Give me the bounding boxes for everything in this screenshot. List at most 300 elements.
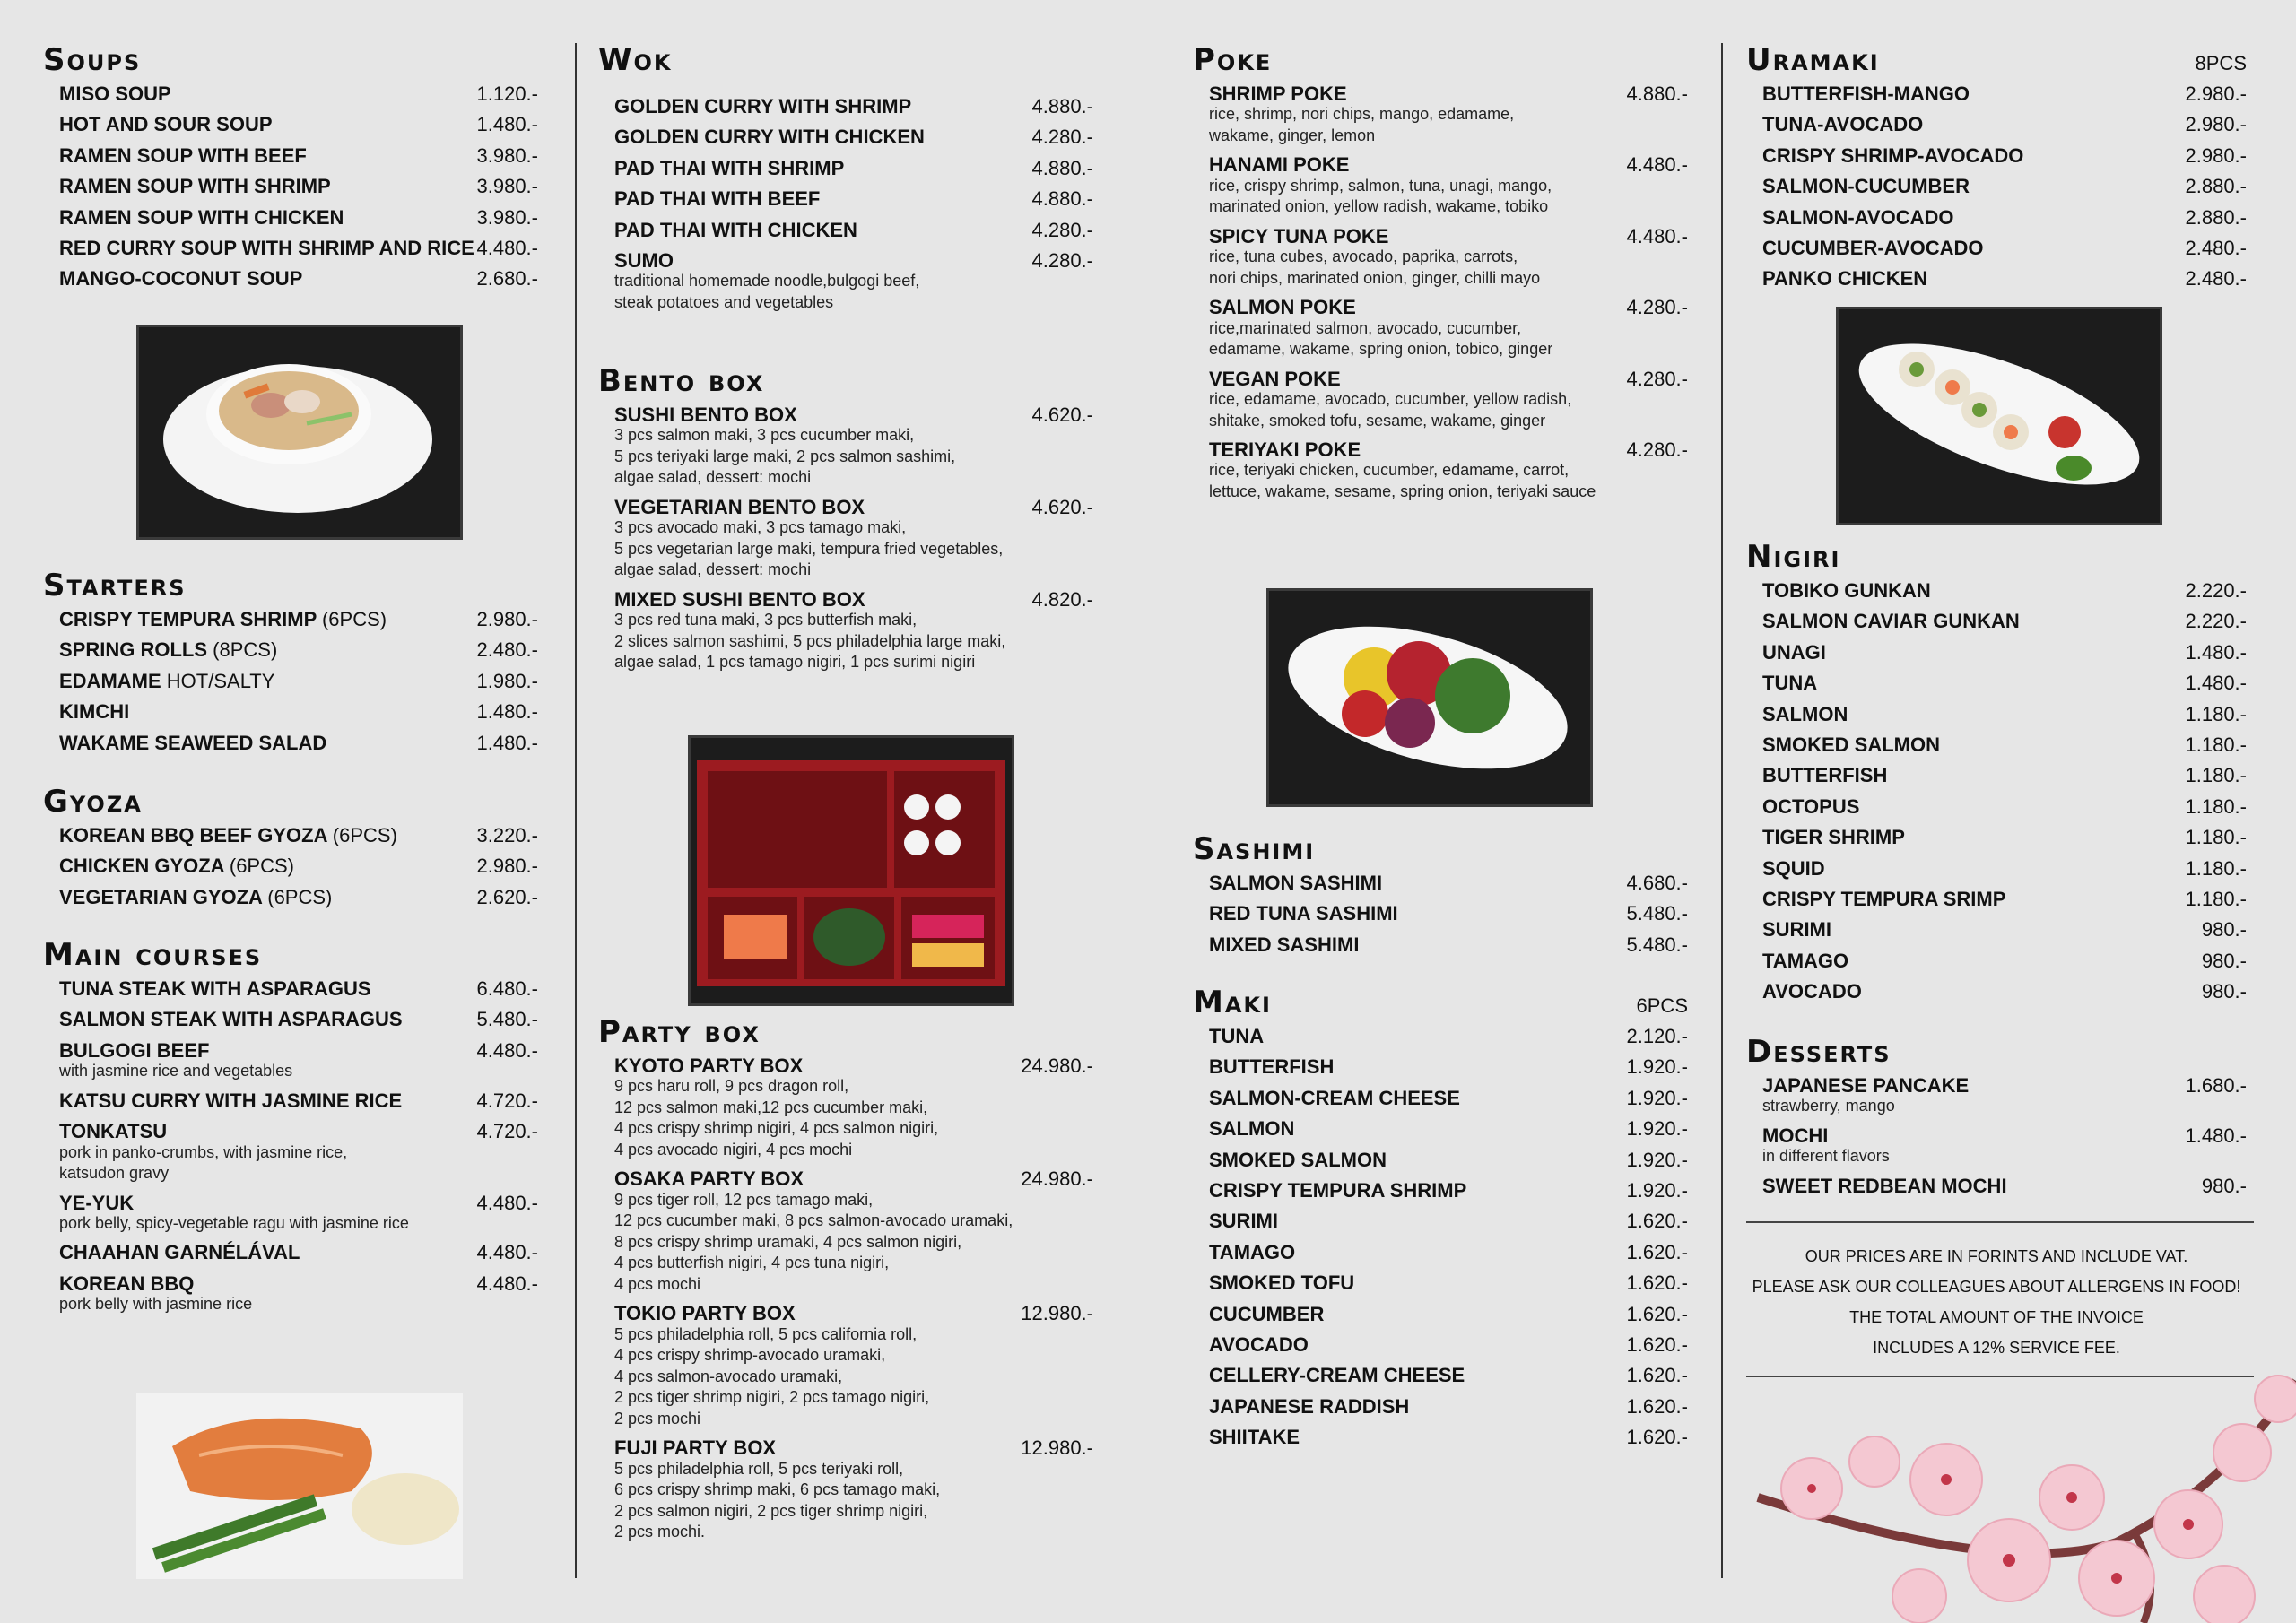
menu-item-price: 4.820.- (1031, 587, 1093, 611)
menu-item (59, 820, 538, 851)
menu-item-name: SALMON-CREAM CHEESE (1209, 1086, 1460, 1109)
menu-item (59, 171, 538, 202)
menu-item-description: strawberry, mango (1762, 1097, 1895, 1115)
menu-item-row (59, 851, 538, 881)
menu-item-row (614, 215, 1093, 246)
section-main-courses (43, 938, 538, 1319)
menu-item (1762, 976, 2247, 1007)
menu-item (1209, 898, 1688, 929)
menu-item-label (1762, 109, 1923, 140)
menu-item-name: TAMAGO (1209, 1240, 1296, 1263)
menu-item (1209, 221, 1688, 289)
menu-item-description: rice, crispy shrimp, salmon, tuna, unagi, mango, marinated onion, yellow radish, wakame, tobiko (1209, 176, 1552, 216)
menu-item (1762, 171, 2247, 202)
section-title: Desserts (1746, 1034, 1892, 1070)
menu-item-price: 2.480.- (2185, 237, 2247, 260)
menu-item (1209, 1299, 1688, 1330)
menu-item-name: TERIYAKI POKE (1209, 438, 1361, 462)
menu-item (59, 1237, 538, 1268)
menu-item-price: 1.480.- (476, 700, 538, 724)
menu-item-description: pork belly, spicy-vegetable ragu with jasmine rice (59, 1213, 409, 1232)
menu-item-name: TUNA-AVOCADO (1762, 113, 1924, 136)
menu-item-description: 5 pcs philadelphia roll, 5 pcs california roll, 4 pcs crispy shrimp-avocado uramaki, 4 pcs salmon-avocado uramaki, 2 pcs tiger shrimp nigiri, 2 pcs tamago nigiri, 2 pcs mochi (614, 1324, 930, 1428)
menu-item-description: with jasmine rice and vegetables (59, 1062, 293, 1081)
menu-item (1762, 668, 2247, 699)
menu-item-name: SALMON CAVIAR GUNKAN (1762, 610, 2020, 633)
menu-item-label (59, 974, 371, 1004)
menu-item-label (1209, 1176, 1466, 1206)
menu-item-label (59, 820, 397, 851)
menu-item-row (1762, 233, 2247, 264)
menu-item-label (1762, 792, 1859, 822)
menu-item-price: 2.620.- (476, 885, 538, 908)
menu-item-name: PAD THAI WITH CHICKEN (614, 218, 857, 241)
menu-item-name: RED CURRY SOUP WITH SHRIMP AND RICE (59, 237, 474, 260)
menu-item-row (59, 264, 538, 294)
menu-item-price: 1.180.- (2185, 764, 2247, 787)
menu-item-name: TUNA (1762, 672, 1818, 695)
menu-item-name: PAD THAI WITH BEEF (614, 187, 821, 211)
menu-item-label (1762, 233, 1983, 264)
menu-item-name: HANAMI POKE (1209, 153, 1350, 177)
menu-item-price: 2.880.- (2185, 205, 2247, 229)
menu-item-description: 3 pcs salmon maki, 3 pcs cucumber maki, 5 pcs teriyaki large maki, 2 pcs salmon sashimi, algae salad, dessert: mochi (614, 426, 956, 487)
menu-item-row (1209, 1330, 1688, 1360)
menu-item-label (1209, 1145, 1387, 1176)
menu-item-portion: (6PCS) (267, 885, 333, 908)
menu-item (59, 1086, 538, 1116)
menu-item-price: 1.920.- (1626, 1148, 1688, 1171)
menu-item-name: KYOTO PARTY BOX (614, 1055, 804, 1077)
menu-item-name: VEGETARIAN GYOZA (59, 885, 263, 908)
menu-item (59, 635, 538, 665)
menu-item (59, 203, 538, 233)
menu-item (59, 1269, 538, 1315)
menu-item-price: 4.620.- (1031, 404, 1093, 426)
menu-item-description: in different flavors (1762, 1147, 1890, 1166)
note-line: OUR PRICES ARE IN FORINTS AND INCLUDE VAT. (1805, 1247, 2188, 1265)
menu-item-label (1762, 668, 1817, 699)
menu-item-label (614, 184, 820, 214)
section-title: Sashimi (1193, 831, 1316, 867)
menu-item (614, 246, 1093, 313)
menu-item (1762, 915, 2247, 945)
menu-item-name: SALMON (1209, 1117, 1295, 1141)
menu-item-price: 980.- (2201, 1174, 2247, 1197)
menu-item-price: 4.280.- (1031, 249, 1093, 273)
menu-item-name: CRISPY TEMPURA SRIMP (1762, 888, 2006, 911)
menu-item-price: 12.980.- (1021, 1302, 1093, 1325)
menu-item (1209, 1021, 1688, 1052)
menu-item-price: 1.120.- (476, 82, 538, 105)
menu-item-label (1209, 1299, 1324, 1330)
menu-item-price: 3.980.- (476, 175, 538, 198)
menu-item-name: TUNA (1209, 1025, 1265, 1047)
menu-item-row (1762, 730, 2247, 760)
menu-item-name: WAKAME SEAWEED SALAD (59, 731, 327, 754)
menu-item-name: KATSU CURRY WITH JASMINE RICE (59, 1089, 403, 1112)
menu-item-name: BUTTERFISH (1209, 1055, 1335, 1079)
menu-item (1209, 79, 1688, 146)
menu-item-name: MANGO-COCONUT SOUP (59, 267, 303, 291)
menu-item (1762, 884, 2247, 915)
menu-item-description: pork belly with jasmine rice (59, 1295, 253, 1314)
section-title: Bento box (598, 363, 765, 399)
menu-item-row (1762, 576, 2247, 606)
menu-item-label (614, 215, 857, 246)
menu-item-row (1762, 946, 2247, 976)
menu-item-price: 5.480.- (1626, 902, 1688, 925)
menu-item-label (59, 882, 332, 913)
menu-item-name: CHAAHAN GARNÉLÁVAL (59, 1241, 300, 1264)
menu-item-row (614, 153, 1093, 184)
menu-item-row (1209, 1268, 1688, 1298)
menu-item-row (1209, 898, 1688, 929)
menu-item-name: MIXED SUSHI BENTO BOX (614, 587, 865, 611)
menu-item-price: 1.480.- (2185, 640, 2247, 664)
menu-item (1209, 1422, 1688, 1453)
menu-item-name: GOLDEN CURRY WITH CHICKEN (614, 126, 925, 149)
menu-item-price: 2.120.- (1626, 1025, 1688, 1047)
section-bento-box (598, 364, 1093, 677)
menu-item-price: 1.480.- (2185, 672, 2247, 695)
menu-item-row (1762, 915, 2247, 945)
menu-item-name: CELLERY-CREAM CHEESE (1209, 1364, 1465, 1387)
menu-item-label (59, 728, 326, 759)
menu-item-price: 4.720.- (476, 1120, 538, 1143)
menu-item-row (59, 604, 538, 635)
menu-item (59, 728, 538, 759)
menu-item-label (1762, 141, 2023, 171)
menu-item-price: 1.620.- (1626, 1426, 1688, 1449)
menu-item-name: KOREAN BBQ BEEF GYOZA (59, 824, 327, 846)
menu-item-row (1209, 1083, 1688, 1114)
menu-item-label (1762, 976, 1862, 1007)
menu-item-portion: (6PCS) (229, 855, 294, 878)
menu-item (59, 697, 538, 727)
menu-item-label (1762, 203, 1953, 233)
menu-item-price: 1.620.- (1626, 1210, 1688, 1233)
section-gyoza (43, 785, 538, 913)
menu-item-row (59, 141, 538, 171)
menu-item-price: 4.280.- (1626, 296, 1688, 319)
menu-item (1209, 1360, 1688, 1391)
note-line: THE TOTAL AMOUNT OF THE INVOICE (1849, 1308, 2144, 1326)
menu-item-row (1762, 141, 2247, 171)
menu-item-price: 12.980.- (1021, 1436, 1093, 1460)
menu-item (59, 79, 538, 109)
menu-item-label (1762, 915, 1831, 945)
menu-item-price: 1.180.- (2185, 702, 2247, 725)
menu-item-price: 4.480.- (476, 237, 538, 260)
menu-item-price: 4.480.- (476, 1241, 538, 1264)
menu-item-name: AVOCADO (1762, 980, 1862, 1003)
menu-item-price: 4.480.- (476, 1191, 538, 1214)
menu-item-row (1762, 822, 2247, 853)
menu-item-price: 1.480.- (476, 113, 538, 136)
menu-item-name: KIMCHI (59, 700, 130, 724)
menu-item-label (1762, 576, 1931, 606)
menu-item (1762, 792, 2247, 822)
menu-item-name: SALMON-CUCUMBER (1762, 175, 1970, 198)
menu-item-row (59, 974, 538, 1004)
menu-item-label (1209, 1392, 1409, 1422)
menu-item-label (1209, 898, 1398, 929)
section-maki (1193, 985, 1688, 1454)
menu-item-row (1209, 1021, 1688, 1052)
menu-item-name: SUSHI BENTO BOX (614, 404, 797, 426)
menu-item-name: TONKATSU (59, 1120, 168, 1143)
menu-item-name: OSAKA PARTY BOX (614, 1167, 804, 1191)
menu-item-label (59, 851, 294, 881)
menu-item-label (1209, 1083, 1460, 1114)
menu-item-label (59, 264, 302, 294)
uramaki-photo (1836, 307, 2162, 525)
menu-item-row (1209, 1145, 1688, 1176)
menu-item (59, 604, 538, 635)
section-title: Starters (43, 568, 187, 603)
menu-item-description: 5 pcs philadelphia roll, 5 pcs teriyaki roll, 6 pcs crispy shrimp maki, 6 pcs tamago maki, 2 pcs salmon nigiri, 2 pcs tiger shrimp nigiri, 2 pcs mochi. (614, 1459, 941, 1541)
column-divider (575, 43, 577, 1578)
note-line: INCLUDES A 12% SERVICE FEE. (1873, 1339, 2120, 1357)
menu-item-price: 1.920.- (1626, 1179, 1688, 1202)
menu-item-label (1762, 854, 1825, 884)
menu-item (614, 91, 1093, 122)
section-starters (43, 568, 538, 759)
menu-item-row (59, 233, 538, 264)
menu-item-label (1209, 1422, 1300, 1453)
section-title: Maki (1193, 985, 1272, 1020)
menu-item-label (59, 1237, 300, 1268)
menu-item (59, 233, 538, 264)
menu-item-price: 4.280.- (1626, 367, 1688, 390)
menu-item (614, 184, 1093, 214)
section-title: Gyoza (43, 784, 143, 820)
menu-item (1209, 1145, 1688, 1176)
section-wok (598, 43, 1093, 317)
menu-item-price: 5.480.- (1626, 933, 1688, 956)
menu-item-price: 1.920.- (1626, 1117, 1688, 1141)
menu-item-name: RAMEN SOUP WITH CHICKEN (59, 205, 344, 229)
note-line: PLEASE ASK OUR COLLEAGUES ABOUT ALLERGENS IN FOOD! (1752, 1278, 2241, 1296)
menu-item-price: 1.180.- (2185, 888, 2247, 911)
menu-item (1762, 606, 2247, 637)
menu-item (1209, 1083, 1688, 1114)
menu-item-row (59, 820, 538, 851)
menu-item (1762, 203, 2247, 233)
menu-item-label (59, 666, 274, 697)
menu-item (59, 851, 538, 881)
menu-item-price: 4.480.- (1626, 224, 1688, 247)
menu-item-price: 4.880.- (1031, 95, 1093, 117)
menu-item-label (1762, 946, 1848, 976)
menu-item-name: RAMEN SOUP WITH BEEF (59, 143, 307, 167)
menu-item-price: 1.620.- (1626, 1240, 1688, 1263)
section-desserts (1746, 1035, 2247, 1202)
menu-item-name: SMOKED TOFU (1209, 1271, 1355, 1295)
menu-item (1762, 264, 2247, 294)
menu-item (614, 492, 1093, 581)
menu-item (614, 1164, 1093, 1295)
menu-item-row (1762, 1171, 2247, 1202)
menu-item-row (614, 184, 1093, 214)
menu-item-row (1762, 79, 2247, 109)
menu-item-description: 9 pcs tiger roll, 12 pcs tamago maki, 12 pcs cucumber maki, 8 pcs salmon-avocado uramaki, 8 pcs crispy shrimp uramaki, 4 pcs salmon nigiri, 4 pcs butterfish nigiri, 4 pcs tuna nigiri, 4 pcs mochi (614, 1190, 1013, 1293)
poke-bowl-icon (1266, 588, 1593, 807)
menu-item (614, 585, 1093, 673)
menu-item-name: SALMON POKE (1209, 296, 1356, 319)
menu-item-name: SUMO (614, 249, 674, 273)
menu-item-label (1209, 1052, 1334, 1082)
menu-item-label (1209, 1021, 1264, 1052)
menu-item-row (59, 171, 538, 202)
menu-item-row (1209, 1176, 1688, 1206)
menu-item (1762, 1171, 2247, 1202)
menu-item-row (614, 91, 1093, 122)
portion-count: 8PCS (2195, 52, 2247, 74)
menu-item (1762, 946, 2247, 976)
menu-item-row (1209, 930, 1688, 960)
menu-item-label (1762, 638, 1826, 668)
menu-item-row (1762, 668, 2247, 699)
menu-item (1209, 1330, 1688, 1360)
menu-item (1209, 1052, 1688, 1082)
menu-item-price: 4.880.- (1031, 156, 1093, 179)
menu-item-name: SURIMI (1209, 1210, 1278, 1233)
menu-item-name: MOCHI (1762, 1124, 1829, 1147)
menu-item-name: SPICY TUNA POKE (1209, 224, 1389, 247)
menu-item-price: 980.- (2201, 918, 2247, 942)
menu-item (1762, 730, 2247, 760)
menu-item-label (59, 233, 474, 264)
soup-photo (136, 325, 463, 540)
menu-item-price: 2.880.- (2185, 175, 2247, 198)
menu-item-price: 1.620.- (1626, 1394, 1688, 1418)
menu-item-name: SWEET REDBEAN MOCHI (1762, 1174, 2007, 1197)
menu-item (1209, 1392, 1688, 1422)
menu-item-label (59, 141, 307, 171)
menu-item (1209, 150, 1688, 217)
section-nigiri (1746, 540, 2247, 1008)
menu-item-name: GOLDEN CURRY WITH SHRIMP (614, 95, 912, 117)
menu-item (1762, 79, 2247, 109)
menu-item-name: TIGER SHRIMP (1762, 826, 1905, 849)
menu-item-price: 4.480.- (476, 1038, 538, 1062)
menu-item-description: rice, edamame, avocado, cucumber, yellow radish, shitake, smoked tofu, sesame, wakame, ginger (1209, 390, 1572, 430)
menu-item-name: JAPANESE RADDISH (1209, 1394, 1410, 1418)
menu-item-price: 4.480.- (476, 1271, 538, 1295)
menu-item-description: rice, teriyaki chicken, cucumber, edamame, carrot, lettuce, wakame, sesame, spring onion, teriyaki sauce (1209, 461, 1596, 500)
menu-item-price: 4.880.- (1031, 187, 1093, 211)
menu-item-portion: (6PCS) (321, 608, 387, 630)
menu-item-label (1762, 1171, 2007, 1202)
menu-item-name: SALMON SASHIMI (1209, 872, 1383, 894)
menu-item-name: VEGAN POKE (1209, 367, 1341, 390)
menu-item-row (59, 79, 538, 109)
menu-item-name: MIXED SASHIMI (1209, 933, 1360, 956)
menu-item-price: 6.480.- (476, 977, 538, 1000)
section-title: Uramaki (1746, 42, 1880, 78)
menu-item-name: TOBIKO GUNKAN (1762, 579, 1931, 602)
section-title: Soups (43, 42, 142, 78)
menu-item-label (1209, 1114, 1294, 1144)
menu-item-name: CRISPY TEMPURA SHRIMP (1209, 1179, 1467, 1202)
menu-item-price: 3.220.- (476, 824, 538, 846)
menu-item-row (1762, 792, 2247, 822)
menu-item (59, 1036, 538, 1082)
menu-item (1209, 435, 1688, 502)
menu-item-label (59, 79, 171, 109)
menu-item-description: rice,marinated salmon, avocado, cucumber, edamame, wakame, spring onion, tobico, ginger (1209, 318, 1553, 359)
menu-item-description: pork in panko-crumbs, with jasmine rice, katsudon gravy (59, 1142, 348, 1183)
menu-item-price: 24.980.- (1021, 1055, 1093, 1077)
menu-item-name: TUNA STEAK WITH ASPARAGUS (59, 977, 371, 1000)
menu-item-name: SURIMI (1762, 918, 1831, 942)
menu-item-row (1762, 884, 2247, 915)
section-title: Party box (598, 1014, 761, 1050)
menu-item-name: FUJI PARTY BOX (614, 1436, 777, 1460)
menu-item (1762, 760, 2247, 791)
menu-item-label (59, 635, 277, 665)
menu-item-price: 1.680.- (2185, 1074, 2247, 1097)
menu-item-name: CRISPY SHRIMP-AVOCADO (1762, 143, 2024, 167)
menu-item-name: RAMEN SOUP WITH SHRIMP (59, 175, 331, 198)
menu-item-price: 2.220.- (2185, 610, 2247, 633)
menu-item (1762, 854, 2247, 884)
menu-item-label (1209, 930, 1359, 960)
menu-item-price: 2.680.- (476, 267, 538, 291)
menu-item-row (1762, 976, 2247, 1007)
menu-item-row (1762, 606, 2247, 637)
menu-item-name: BUTTERFISH-MANGO (1762, 82, 1970, 105)
menu-item-price: 3.980.- (476, 205, 538, 229)
menu-item-price: 4.720.- (476, 1089, 538, 1112)
menu-item-name: EDAMAME (59, 669, 161, 692)
menu-item-portion: (8PCS) (213, 638, 278, 662)
menu-item-label (1762, 171, 1970, 202)
menu-item-price: 1.920.- (1626, 1086, 1688, 1109)
menu-item-price: 4.280.- (1031, 126, 1093, 149)
menu-item (1762, 1121, 2247, 1167)
menu-item-description: 3 pcs red tuna maki, 3 pcs butterfish maki, 2 slices salmon sashimi, 5 pcs philadelphia large maki, algae salad, 1 pcs tamago nigiri, 1 pcs surimi nigiri (614, 611, 1006, 672)
menu-item-row (1762, 699, 2247, 730)
menu-item-description: 3 pcs avocado maki, 3 pcs tamago maki, 5 pcs vegetarian large maki, tempura fried vegetables, algae salad, dessert: mochi (614, 518, 1004, 579)
menu-item (1209, 868, 1688, 898)
menu-item-row (1762, 171, 2247, 202)
menu-item-name: JAPANESE PANCAKE (1762, 1074, 1970, 1097)
bento-photo (688, 735, 1014, 1006)
menu-item-row (1762, 760, 2247, 791)
cherry-blossom-icon (1740, 1345, 2296, 1623)
ramen-bowl-icon (136, 325, 463, 540)
menu-item-price: 24.980.- (1021, 1167, 1093, 1191)
section-title: Main courses (43, 937, 263, 973)
menu-item-name: UNAGI (1762, 640, 1826, 664)
menu-item-price: 2.980.- (2185, 82, 2247, 105)
menu-item (614, 122, 1093, 152)
menu-item-price: 980.- (2201, 980, 2247, 1003)
menu-item (1762, 638, 2247, 668)
menu-item-row (1762, 203, 2247, 233)
menu-item-name: PANKO CHICKEN (1762, 267, 1928, 291)
column-divider (1721, 43, 1723, 1578)
menu-item-row (1209, 1206, 1688, 1237)
menu-item-label (1209, 1330, 1309, 1360)
salmon-photo (136, 1393, 463, 1579)
menu-item-label (614, 91, 911, 122)
menu-item-label (59, 109, 273, 140)
menu-item-name: CRISPY TEMPURA SHRIMP (59, 608, 317, 630)
